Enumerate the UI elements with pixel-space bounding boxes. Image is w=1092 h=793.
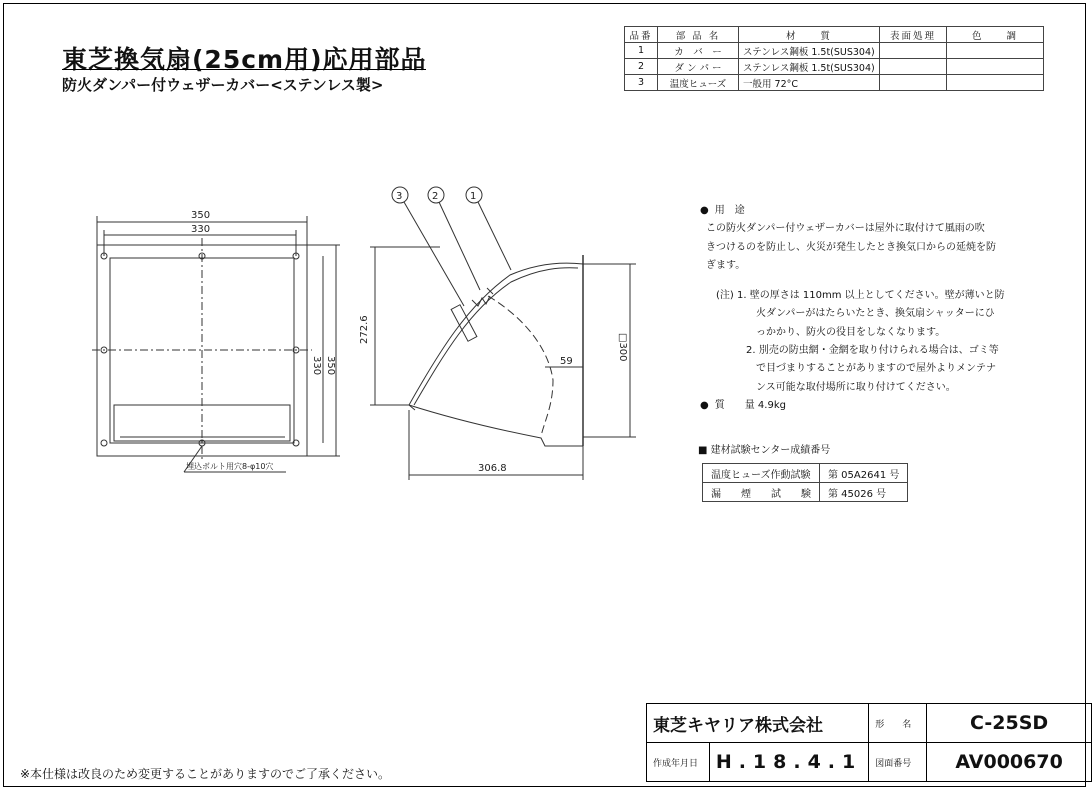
header-material: 材 質: [739, 27, 880, 43]
cell-part-name: カ バ ー: [658, 43, 739, 59]
cell-part-name: ダ ン パ ー: [658, 59, 739, 75]
title-block: [646, 703, 1092, 782]
callout-label-1: 1: [470, 191, 477, 202]
test-results-table: [702, 463, 908, 502]
bolt-hole: [101, 440, 107, 446]
test-name: 温度ヒューズ作動試験: [703, 464, 820, 483]
title-block-row: [647, 743, 1092, 782]
usage-line: ぎます。: [706, 259, 746, 271]
callout-label-2: 2: [432, 191, 439, 202]
dim-label-330: 330: [191, 224, 211, 235]
cell-material: 一般用 72°C: [739, 75, 880, 91]
test-name: 漏 煙 試 験: [703, 483, 820, 502]
usage-heading: ● 用 途: [700, 202, 1005, 220]
header-surface: 表面処理: [880, 27, 947, 43]
dim-label-300: □300: [617, 333, 628, 362]
usage-notes: [706, 202, 1005, 415]
cell-material: ステンレス鋼板 1.5t(SUS304): [739, 43, 880, 59]
dim-label-350: 350: [191, 210, 211, 221]
damper-swing-arc: [488, 296, 553, 436]
note-line: ンス可能な取付場所に取り付けてください。: [716, 381, 956, 393]
test-number: 第 05A2641 号: [820, 464, 908, 483]
front-view: [92, 216, 340, 472]
drawing-number: AV000670: [927, 743, 1092, 782]
note-line: 2. 別売の防虫網・金網を取り付けられる場合は、ゴミ等: [716, 345, 999, 357]
callout-leader-2: [439, 202, 480, 290]
header-color: 色 調: [947, 27, 1044, 43]
cell-part-name: 温度ヒューズ: [658, 75, 739, 91]
model-label: 形 名: [869, 704, 927, 743]
dim-label-350-v: 350: [325, 356, 336, 376]
model-number: C-25SD: [927, 704, 1092, 743]
note-line: っかかり、防火の役目をしなくなります。: [716, 326, 946, 338]
title-block-row: [647, 704, 1092, 743]
dim-label-height: 272.6: [359, 315, 370, 344]
callout-label-3: 3: [396, 191, 403, 202]
cell-part-no: 1: [625, 43, 658, 59]
dim-label-59: 59: [560, 356, 573, 367]
note-line: 火ダンパーがはたらいたとき、換気扇シャッターにひ: [716, 308, 995, 320]
document-title: 東芝換気扇(25cm用)応用部品: [62, 45, 427, 74]
spring: [472, 296, 490, 306]
cell-part-no: 3: [625, 75, 658, 91]
dim-label-depth: 306.8: [478, 463, 507, 474]
damper-plate: [451, 305, 477, 341]
header-part-name: 部 品 名: [658, 27, 739, 43]
bolt-note: 埋込ボルト用穴8-φ10穴: [186, 462, 274, 471]
note-line: で目づまりすることがありますので屋外よりメンテナ: [716, 363, 996, 375]
side-view: [370, 187, 636, 480]
test-results-heading: ■ 建材試験センター成績番号: [698, 445, 831, 456]
test-number: 第 45026 号: [820, 483, 908, 502]
date-label: 作成年月日: [647, 743, 710, 782]
document-subtitle: 防火ダンパー付ウェザーカバー<ステンレス製>: [62, 76, 384, 94]
usage-line: この防火ダンパー付ウェザーカバーは屋外に取付けて風雨の吹: [706, 223, 985, 235]
company-name: 東芝キヤリア株式会社: [647, 704, 869, 743]
creation-date: H.18.4.1: [709, 743, 868, 782]
hood-outline: [409, 263, 583, 446]
header-part-no: 品番: [625, 27, 658, 43]
table-row: [703, 464, 908, 483]
mass-label: ● 質 量 4.9kg: [700, 397, 1005, 415]
dim-label-330-v: 330: [311, 356, 322, 376]
callout-leader-1: [478, 202, 511, 270]
cell-material: ステンレス鋼板 1.5t(SUS304): [739, 59, 880, 75]
note-line: (注) 1. 壁の厚さは 110mm 以上としてください。壁が薄いと防: [716, 290, 1005, 302]
cell-part-no: 2: [625, 59, 658, 75]
callout-leader-3: [404, 202, 464, 306]
table-row: [703, 483, 908, 502]
usage-line: きつけるのを防止し、火災が発生したとき換気口からの延焼を防: [706, 241, 996, 253]
drawing-no-label: 図面番号: [869, 743, 927, 782]
front-dim-labels: [186, 210, 336, 471]
footnote: ※本仕様は改良のため変更することがありますのでご了承ください。: [20, 767, 391, 781]
